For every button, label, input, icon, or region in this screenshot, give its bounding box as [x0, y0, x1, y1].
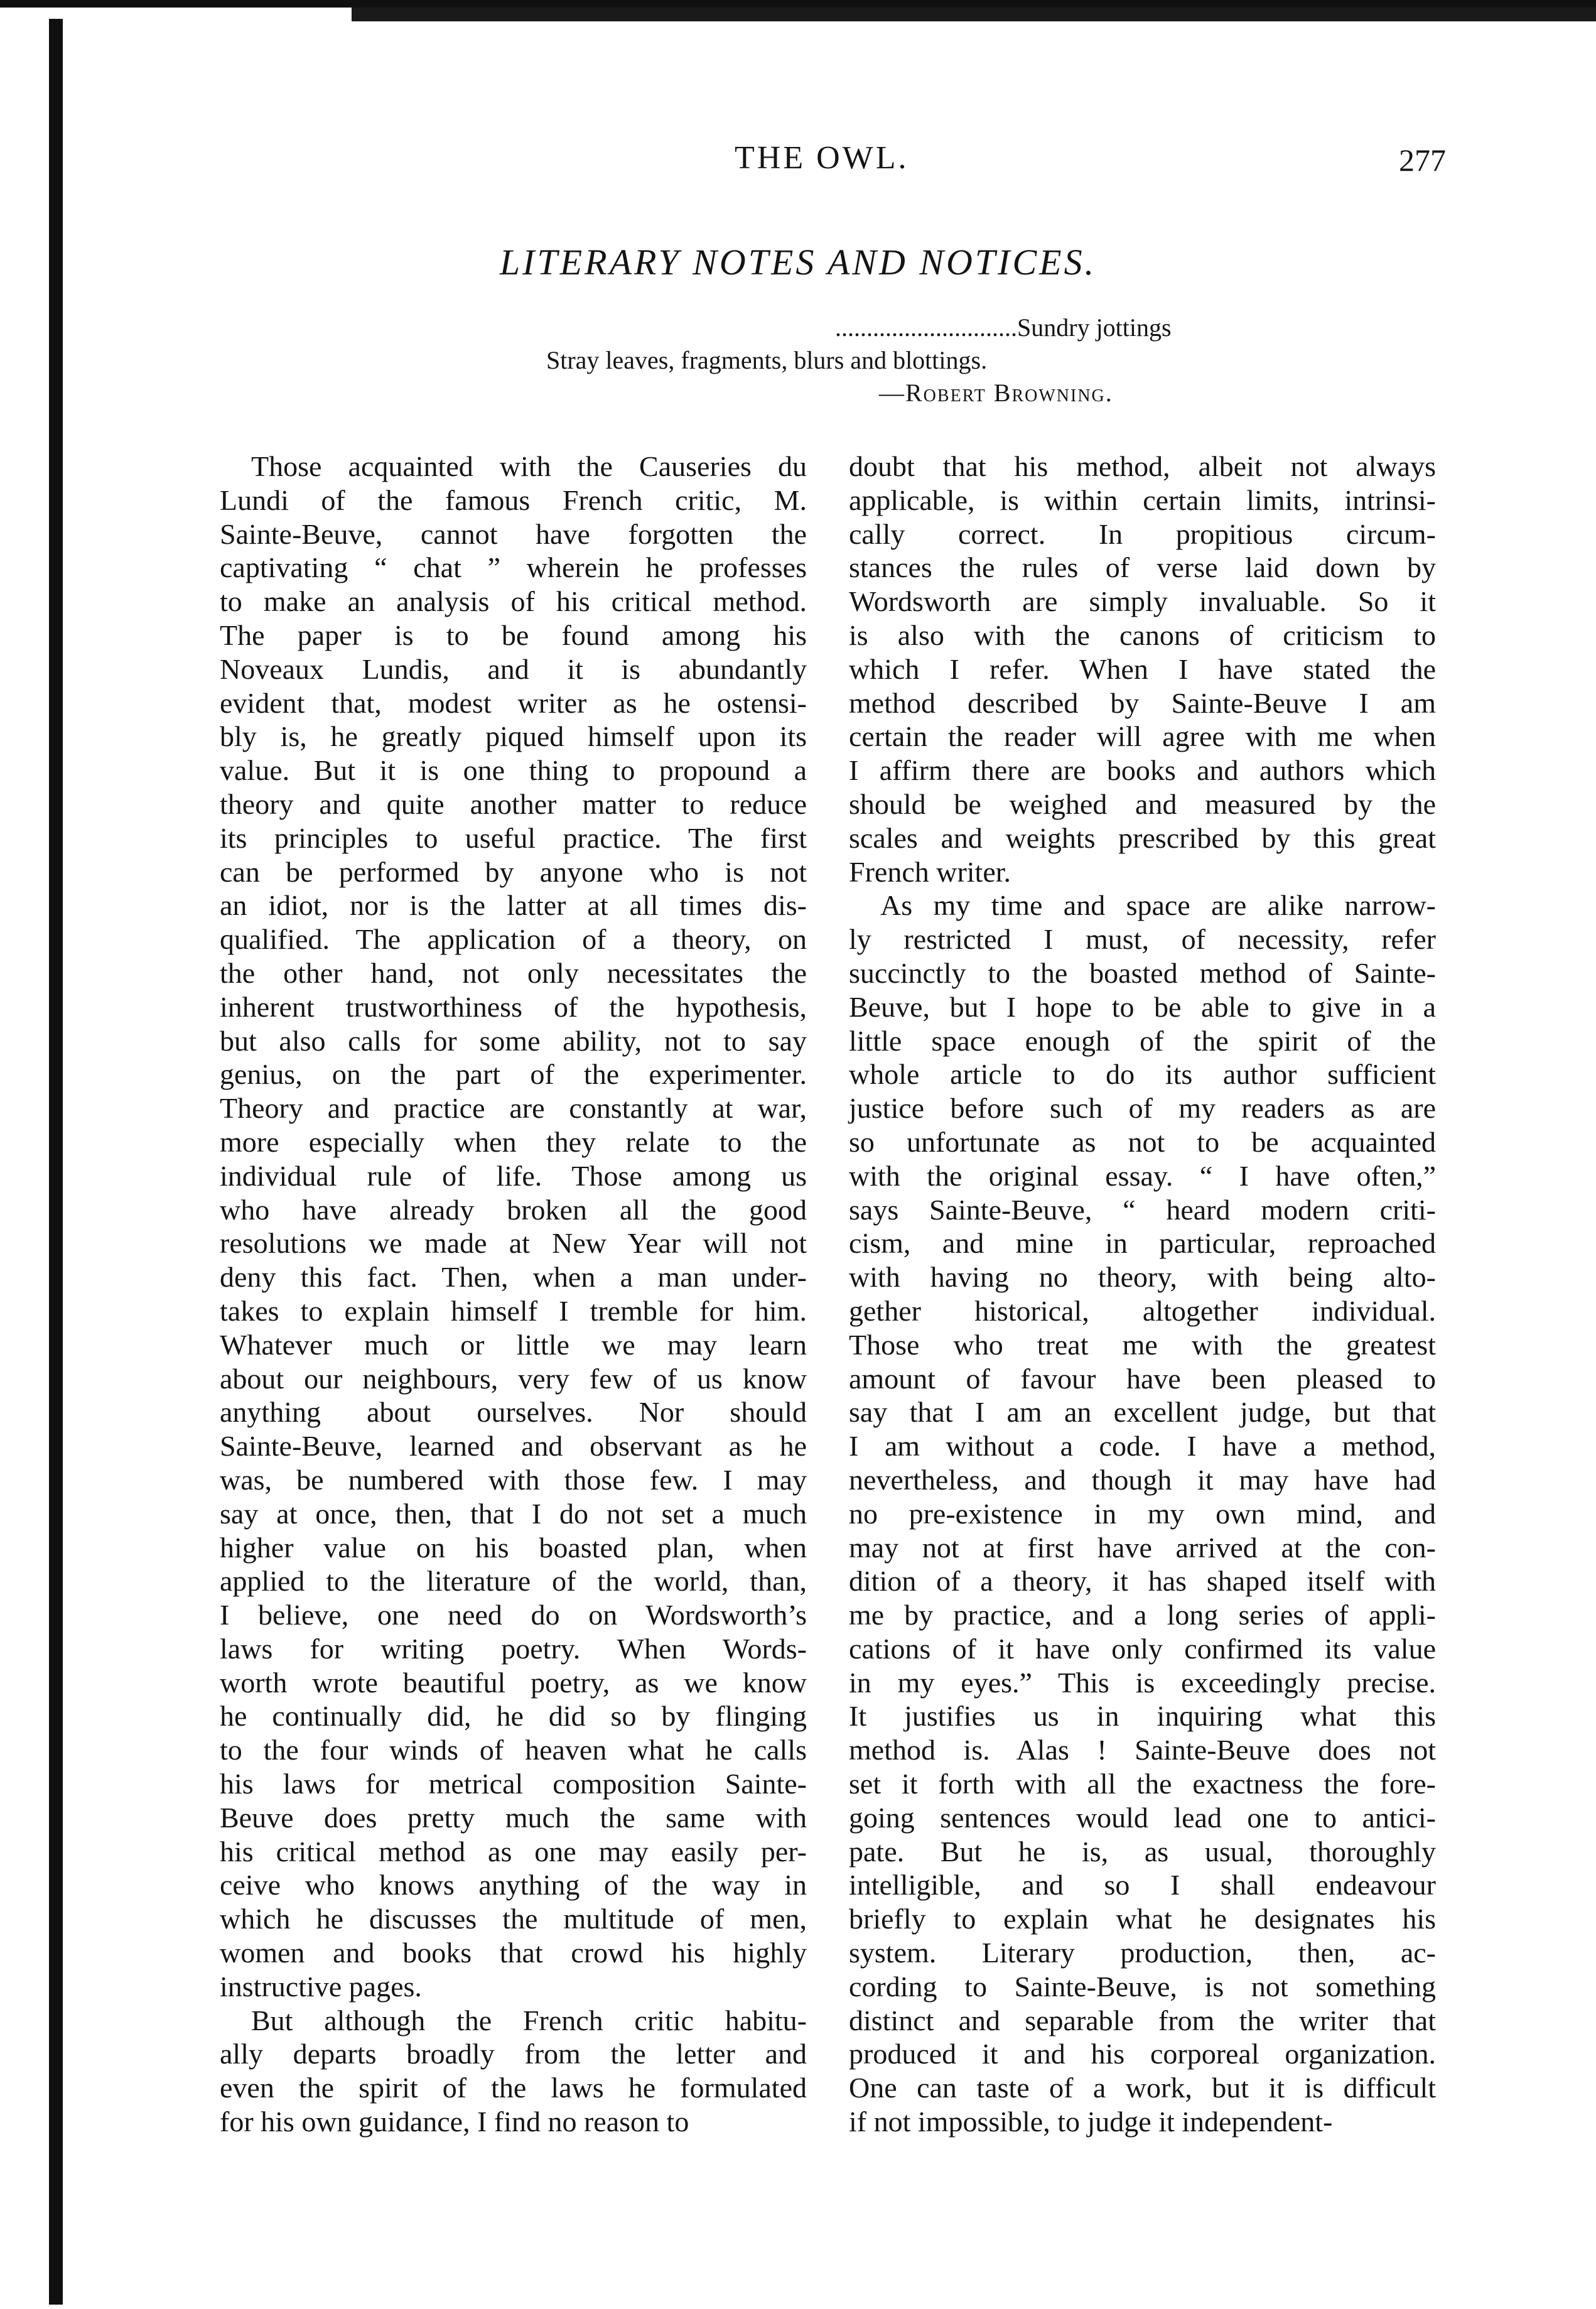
epigraph-line: .............................Sundry jottings [835, 313, 1172, 342]
text-line: succinctly to the boasted method of Sainte- [849, 956, 1436, 989]
text-line: ceive who knows anything of the way in [220, 1869, 807, 1901]
text-line: he continually did, he did so by flinging [220, 1700, 807, 1733]
text-line: takes to explain himself I tremble for him. [220, 1294, 807, 1327]
text-line: Wordsworth are simply invaluable. So it [849, 585, 1436, 618]
text-line: certain the reader will agree with me when [849, 720, 1436, 753]
text-line: But although the French critic habitu- [251, 2004, 807, 2036]
text-line: but also calls for some ability, not to say [220, 1024, 807, 1057]
text-line: distinct and separable from the writer that [849, 2004, 1436, 2036]
text-line: to make an analysis of his critical method. [220, 585, 807, 618]
text-line: say at once, then, that I do not set a much [220, 1497, 807, 1530]
text-line: Theory and practice are constantly at war, [220, 1092, 807, 1125]
text-line: no pre-existence in my own mind, and [849, 1497, 1436, 1530]
text-line: I believe, one need do on Wordsworth’s [220, 1599, 807, 1631]
text-line: individual rule of life. Those among us [220, 1159, 807, 1192]
text-line: bly is, he greatly piqued himself upon its [220, 720, 807, 753]
running-head: THE OWL. [735, 140, 909, 176]
text-line: intelligible, and so I shall endeavour [849, 1869, 1436, 1901]
text-line: laws for writing poetry. When Words- [220, 1632, 807, 1665]
text-line: to the four winds of heaven what he calls [220, 1734, 807, 1766]
text-line: was, be numbered with those few. I may [220, 1463, 807, 1496]
text-line: Whatever much or little we may learn [220, 1328, 807, 1361]
text-line: Sainte-Beuve, learned and observant as he [220, 1430, 807, 1463]
text-line: the other hand, not only necessitates the [220, 956, 807, 989]
text-line: cations of it have only confirmed its value [849, 1632, 1436, 1665]
text-line: applied to the literature of the world, than, [220, 1565, 807, 1598]
scan-rule-top [352, 8, 1596, 21]
text-line: ally departs broadly from the letter and [220, 2038, 807, 2070]
text-line: with having no theory, with being alto- [849, 1261, 1436, 1294]
text-line: genius, on the part of the experimenter. [220, 1058, 807, 1091]
text-line: Beuve, but I hope to be able to give in a [849, 990, 1436, 1023]
text-line: cism, and mine in particular, reproached [849, 1227, 1436, 1260]
text-line: cording to Sainte-Beuve, is not something [849, 1970, 1436, 2003]
text-line: little space enough of the spirit of the [849, 1024, 1436, 1057]
text-line: which he discusses the multitude of men, [220, 1903, 807, 1935]
text-line: As my time and space are alike narrow- [880, 889, 1436, 922]
text-line: scales and weights prescribed by this great [849, 821, 1436, 854]
right-text-column [849, 450, 1436, 2139]
text-line: doubt that his method, albeit not always [849, 450, 1436, 482]
text-line: Those acquainted with the Causeries du [251, 450, 807, 482]
text-line: which I refer. When I have stated the [849, 652, 1436, 685]
text-line: The paper is to be found among his [220, 619, 807, 651]
text-line: going sentences would lead one to antici- [849, 1801, 1436, 1834]
section-title: LITERARY NOTES AND NOTICES. [499, 242, 1097, 283]
text-line: evident that, modest writer as he ostensi- [220, 686, 807, 719]
text-line: pate. But he is, as usual, thoroughly [849, 1835, 1436, 1868]
text-line: ly restricted I must, of necessity, refer [849, 923, 1436, 956]
text-line: One can taste of a work, but it is difficult [849, 2072, 1436, 2104]
text-line: an idiot, nor is the latter at all times dis- [220, 889, 807, 922]
text-line: so unfortunate as not to be acquainted [849, 1125, 1436, 1158]
text-line: Lundi of the famous French critic, M. [220, 484, 807, 516]
epigraph [546, 311, 1172, 409]
text-line: say that I am an excellent judge, but that [849, 1396, 1436, 1429]
text-line: if not impossible, to judge it independent- [849, 2106, 1333, 2138]
text-line: produced it and his corporeal organization. [849, 2038, 1436, 2070]
text-line: says Sainte-Beuve, “ heard modern criti- [849, 1193, 1436, 1226]
text-line: for his own guidance, I find no reason to [220, 2106, 689, 2138]
text-line: I am without a code. I have a method, [849, 1430, 1436, 1463]
text-line: about our neighbours, very few of us know [220, 1362, 807, 1395]
text-line: instructive pages. [220, 1970, 422, 2003]
scan-edge-left [49, 19, 63, 2305]
text-line: It justifies us in inquiring what this [849, 1700, 1436, 1733]
text-line: gether historical, altogether individual. [849, 1294, 1436, 1327]
text-line: theory and quite another matter to reduce [220, 787, 807, 820]
scan-edge-top [0, 0, 1596, 8]
text-line: applicable, is within certain limits, intrinsi- [849, 484, 1436, 516]
text-line: resolutions we made at New Year will not [220, 1227, 807, 1260]
text-line: briefly to explain what he designates his [849, 1903, 1436, 1935]
epigraph-attribution: —Robert Browning. [879, 379, 1113, 407]
text-line: even the spirit of the laws he formulated [220, 2072, 807, 2104]
text-line: deny this fact. Then, when a man under- [220, 1261, 807, 1294]
text-line: I affirm there are books and authors which [849, 754, 1436, 787]
text-line: French writer. [849, 855, 1011, 888]
text-line: method described by Sainte-Beuve I am [849, 686, 1436, 719]
text-line: may not at first have arrived at the con- [849, 1531, 1436, 1564]
text-line: Sainte-Beuve, cannot have forgotten the [220, 517, 807, 550]
text-line: more especially when they relate to the [220, 1125, 807, 1158]
text-line: system. Literary production, then, ac- [849, 1937, 1436, 1969]
text-line: women and books that crowd his highly [220, 1937, 807, 1969]
text-line: captivating “ chat ” wherein he professes [220, 551, 807, 584]
text-line: inherent trustworthiness of the hypothesis, [220, 990, 807, 1023]
text-line: is also with the canons of criticism to [849, 619, 1436, 651]
text-line: anything about ourselves. Nor should [220, 1396, 807, 1429]
text-line: set it forth with all the exactness the fore- [849, 1768, 1436, 1800]
text-line: amount of favour have been pleased to [849, 1362, 1436, 1395]
text-line: qualified. The application of a theory, on [220, 923, 807, 956]
text-line: stances the rules of verse laid down by [849, 551, 1436, 584]
text-line: dition of a theory, it has shaped itself with [849, 1565, 1436, 1598]
text-line: higher value on his boasted plan, when [220, 1531, 807, 1564]
text-line: who have already broken all the good [220, 1193, 807, 1226]
text-line: his critical method as one may easily per- [220, 1835, 807, 1868]
text-line: me by practice, and a long series of appli- [849, 1599, 1436, 1631]
text-line: with the original essay. “ I have often,” [849, 1159, 1436, 1192]
text-line: should be weighed and measured by the [849, 787, 1436, 820]
text-line: justice before such of my readers as are [849, 1092, 1436, 1125]
text-line: cally correct. In propitious circum- [849, 517, 1436, 550]
text-line: Beuve does pretty much the same with [220, 1801, 807, 1834]
left-text-column [220, 450, 807, 2139]
text-line: his laws for metrical composition Sainte- [220, 1768, 807, 1800]
text-line: can be performed by anyone who is not [220, 855, 807, 888]
text-line: nevertheless, and though it may have had [849, 1463, 1436, 1496]
text-line: value. But it is one thing to propound a [220, 754, 807, 787]
text-line: its principles to useful practice. The first [220, 821, 807, 854]
text-line: Noveaux Lundis, and it is abundantly [220, 652, 807, 685]
page-number: 277 [1399, 143, 1446, 178]
text-line: method is. Alas ! Sainte-Beuve does not [849, 1734, 1436, 1766]
text-line: Those who treat me with the greatest [849, 1328, 1436, 1361]
epigraph-line: Stray leaves, fragments, blurs and blottings. [546, 346, 988, 374]
text-line: whole article to do its author sufficient [849, 1058, 1436, 1091]
text-line: worth wrote beautiful poetry, as we know [220, 1666, 807, 1699]
text-line: in my eyes.” This is exceedingly precise. [849, 1666, 1436, 1699]
